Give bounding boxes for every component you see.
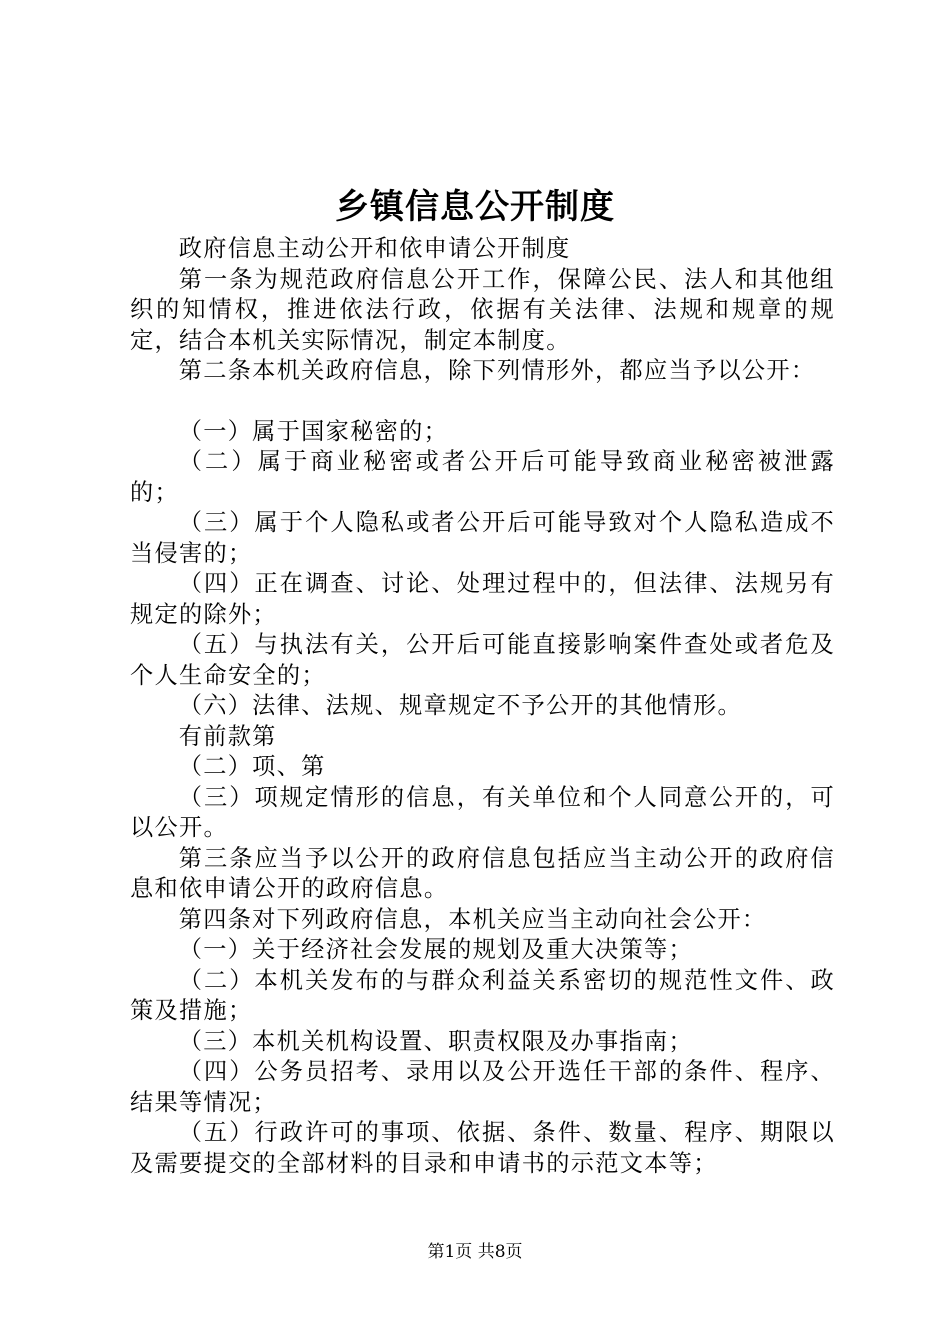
paragraph-item-2-3: （三）属于个人隐私或者公开后可能导致对个人隐私造成不当侵害的； xyxy=(130,509,835,567)
page-number-footer: 第1页 共8页 xyxy=(427,1242,523,1262)
paragraph-article-1: 第一条为规范政府信息公开工作，保障公民、法人和其他组织的知情权，推进依法行政，依据有关法律、法规和规章的规定，结合本机关实际情况，制定本制度。 xyxy=(130,265,835,354)
paragraph-item-2-1: （一）属于国家秘密的； xyxy=(178,417,449,445)
paragraph-item-2-5: （五）与执法有关，公开后可能直接影响案件查处或者危及个人生命安全的； xyxy=(130,631,835,689)
paragraph-article-2: 第二条本机关政府信息，除下列情形外，都应当予以公开： xyxy=(178,357,816,384)
paragraph-article-4: 第四条对下列政府信息，本机关应当主动向社会公开： xyxy=(178,905,767,933)
paragraph-item-4-5: （五）行政许可的事项、依据、条件、数量、程序、期限以及需要提交的全部材料的目录和申请书的示范文本等； xyxy=(130,1119,835,1177)
paragraph-item-4-1: （一）关于经济社会发展的规划及重大决策等； xyxy=(178,936,693,963)
paragraph-item-2-4: （四）正在调查、讨论、处理过程中的，但法律、法规另有规定的除外； xyxy=(130,570,835,628)
paragraph-item-2-2: （二）属于商业秘密或者公开后可能导致商业秘密被泄露的； xyxy=(130,448,835,506)
paragraph-article-3: 第三条应当予以公开的政府信息包括应当主动公开的政府信息和依申请公开的政府信息。 xyxy=(130,844,835,902)
paragraph-spacer xyxy=(130,387,835,417)
paragraph-item-4-3: （三）本机关机构设置、职责权限及办事指南； xyxy=(178,1027,693,1055)
paragraph-clause-c: （三）项规定情形的信息，有关单位和个人同意公开的，可以公开。 xyxy=(130,783,835,841)
paragraph-item-2-6: （六）法律、法规、规章规定不予公开的其他情形。 xyxy=(178,692,742,719)
paragraph-item-4-2: （二）本机关发布的与群众利益关系密切的规范性文件、政策及措施； xyxy=(130,966,835,1024)
paragraph-clause-b: （二）项、第 xyxy=(178,753,326,780)
document-title: 乡镇信息公开制度 xyxy=(335,187,615,227)
paragraph-item-4-4: （四）公务员招考、录用以及公开选任干部的条件、程序、结果等情况； xyxy=(130,1058,835,1116)
document-body xyxy=(130,234,835,1179)
paragraph-clause-a: 有前款第 xyxy=(178,722,277,750)
paragraph-subtitle: 政府信息主动公开和依申请公开制度 xyxy=(178,235,571,262)
